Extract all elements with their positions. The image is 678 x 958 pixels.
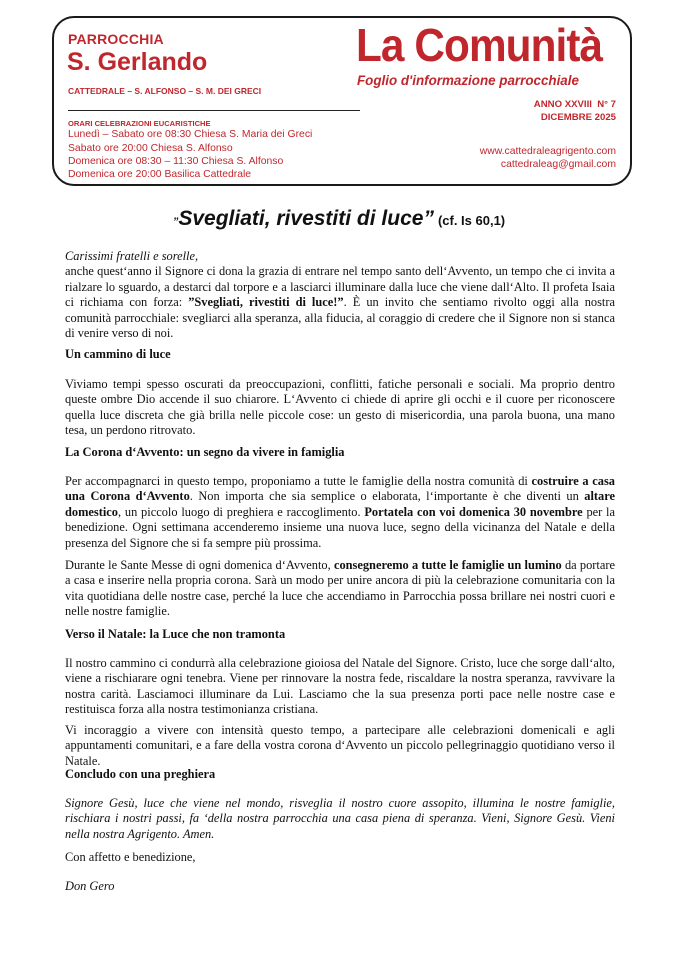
masthead-title: La Comunità — [356, 19, 603, 71]
schedule-line: Domenica ore 20:00 Basilica Cattedrale — [68, 169, 252, 180]
intro-paragraph: anche quest‘anno il Signore ci dona la grazia di entrare nel tempo santo dell‘Avvento, un tempo che ci invita a rialzare lo sguardo, a destarci dal torpore e a lasciarci illuminare dalla luce che viene dall‘Alto. Il profeta Isaia ci richiama con forza: ”Svegliati, rivestiti di luce!”. È un invito che sentiamo rivolto oggi alla nostra comunità parrocchiale: svegliarci alla speranza, alla fiducia, al coraggio di credere che il Signore non si stanca di venire verso di noi. — [65, 264, 615, 341]
prayer: Signore Gesù, luce che viene nel mondo, risveglia il nostro cuore assopito, illumina le nostre famiglie, rischiara i nostri passi, fa ‘della nostra parrocchia una casa piena di speranza. Vieni, Signore Gesù. Vieni nella nostra Agrigento. Amen. — [65, 796, 615, 841]
signature: Don Gero — [65, 879, 115, 893]
masthead-subtitle: Foglio d'informazione parrocchiale — [357, 73, 579, 88]
website-link[interactable]: www.cattedraleagrigento.com — [479, 146, 616, 157]
issue-number: ANNO XXVIII N° 7 — [533, 99, 616, 110]
schedule-line: Sabato ore 20:00 Chiesa S. Alfonso — [68, 143, 233, 154]
email-link[interactable]: cattedraleag@gmail.com — [500, 159, 616, 170]
section-heading: Concludo con una preghiera — [65, 767, 216, 781]
section-heading: Verso il Natale: la Luce che non tramonta — [65, 627, 286, 641]
article-title-ref: (cf. Is 60,1) — [437, 213, 506, 228]
article-title: ”Svegliati, rivestiti di luce” (cf. Is 60,1) — [172, 207, 506, 230]
parish-label: PARROCCHIA — [68, 31, 164, 47]
schedule-line: Lunedì – Sabato ore 08:30 Chiesa S. Maria dei Greci — [68, 129, 313, 140]
article-body — [65, 249, 615, 341]
section-heading: La Corona d‘Avvento: un segno da vivere in famiglia — [65, 445, 345, 459]
greeting: Carissimi fratelli e sorelle, — [65, 249, 199, 263]
section-heading: Un cammino di luce — [65, 347, 171, 361]
schedule-title: ORARI CELEBRAZIONI EUCARISTICHE — [68, 119, 211, 128]
paragraph: Per accompagnarci in questo tempo, proponiamo a tutte le famiglie della nostra comunità di costruire a casa una Corona d‘Avvento. Non importa che sia semplice o elaborata, l‘importante è che diventi un altare domestico, un piccolo luogo di preghiera e raccoglimento. Portatela con voi domenica 30 novembre per la benedizione. Ogni settimana accenderemo insieme una nuova luce, segno della vicinanza del Natale e della presenza del Signore che si fa sempre più prossima. — [65, 474, 615, 550]
issue-date: DICEMBRE 2025 — [540, 112, 616, 123]
header-divider — [68, 110, 360, 111]
churches-line: CATTEDRALE – S. ALFONSO – S. M. DEI GRECI — [68, 86, 262, 96]
paragraph: Viviamo tempi spesso oscurati da preoccupazioni, conflitti, fatiche personali e sociali. Ma proprio dentro queste ombre Dio accende il suo chiarore. L‘Avvento ci chiede di aprire gli occhi e il cuore per riconoscere quella luce discreta che già brilla nelle piccole cose: un gesto di misericordia, una parola buona, una mano tesa, un perdono ritrovato. — [65, 377, 615, 438]
parish-name: S. Gerlando — [67, 48, 208, 76]
schedule-line: Domenica ore 08:30 – 11:30 Chiesa S. Alfonso — [68, 156, 284, 167]
paragraph: Durante le Sante Messe di ogni domenica d‘Avvento, consegneremo a tutte le famiglie un lumino da portare a casa e inserire nella propria corona. Sarà un modo per unire ancora di più la celebrazione comunitaria con la vita quotidiana delle nostre case, perché la luce che accendiamo in Parrocchia possa brillare nei nostri cuori e nelle nostre famiglie. — [65, 558, 615, 619]
closing: Con affetto e benedizione, — [65, 850, 196, 864]
article-title-main: Svegliati, rivestiti di luce — [178, 207, 424, 230]
paragraph: Il nostro cammino ci condurrà alla celebrazione gioiosa del Natale del Signore. Cristo, luce che sorge dall‘alto, viene a rischiarare ogni tenebra. Viene per rinnovare la nostra fede, riscaldare la nostra speranza, ravvivare la nostra carità. Lasciamoci illuminare da Lui. Lasciamo che la sua presenza porti pace nelle nostre case e restituisca forza alla nostra testimonianza cristiana. — [65, 656, 615, 717]
paragraph: Vi incoraggio a vivere con intensità questo tempo, a partecipare alle celebrazioni domenicali e agli appuntamenti comunitari, e a fare della vostra corona d‘Avvento un piccolo pellegrinaggio quotidiano verso il Natale. — [65, 723, 615, 768]
